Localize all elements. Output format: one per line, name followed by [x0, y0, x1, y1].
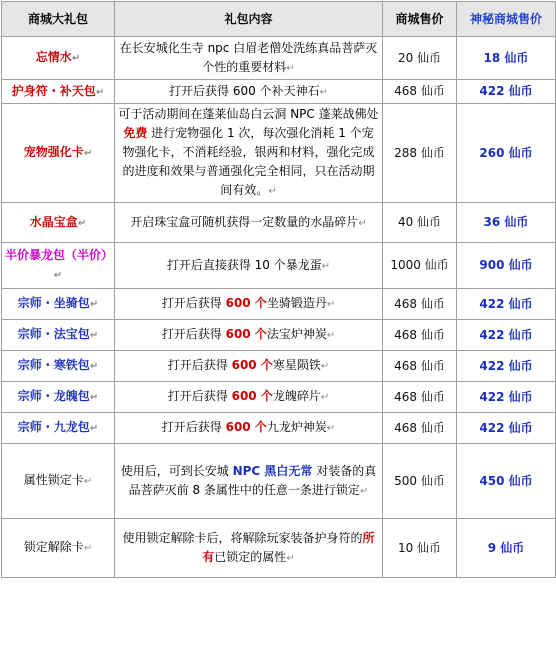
table-row: [2, 37, 556, 80]
description-text: 可于活动期间在蓬莱仙岛白云洞 NPC 蓬莱战佛处: [118, 107, 379, 121]
table-row: [2, 444, 556, 519]
paragraph-mark-icon: ↵: [77, 217, 87, 229]
paragraph-mark-icon: ↵: [83, 476, 93, 487]
pack-name-cell: [2, 203, 115, 243]
paragraph-mark-icon: ↵: [321, 260, 331, 272]
description-text: 寒星陨铁: [272, 358, 321, 372]
pack-name: 宗师・龙魄包: [17, 389, 90, 403]
paragraph-mark-icon: ↵: [83, 148, 93, 159]
header-pack-content: 礼包内容: [115, 2, 383, 37]
highlight-text: 600 个: [225, 296, 267, 310]
description-text: 打开后直接获得 10 个暴龙蛋: [166, 257, 322, 272]
paragraph-mark-icon: ↵: [286, 62, 295, 74]
paragraph-mark-icon: ↵: [53, 270, 63, 281]
description-text: 打开后获得: [161, 420, 226, 434]
highlight-text: 600 个: [225, 420, 267, 434]
mall-price-cell: 500 仙币: [383, 444, 457, 519]
mall-price-cell: 468 仙币: [383, 80, 457, 104]
pack-description-cell: [115, 382, 383, 413]
pack-description-cell: [115, 444, 383, 519]
description-text: 已锁定的属性: [214, 549, 287, 564]
description-text: 在长安城化生寺 npc 白眉老僧处洗练真品菩萨灭个性的重要材料: [119, 40, 378, 74]
pack-name-cell: [2, 320, 115, 351]
table-row: [2, 351, 556, 382]
gift-pack-table: [1, 1, 556, 578]
pack-name-cell: [2, 413, 115, 444]
pack-name: 属性锁定卡: [23, 473, 84, 487]
table-row: [2, 243, 556, 289]
description-text: 法宝炉神炭: [266, 327, 327, 341]
pack-name-cell: [2, 80, 115, 104]
mall-price-cell: 40 仙币: [383, 203, 457, 243]
description-text: 打开后获得: [167, 389, 232, 403]
pack-name-cell: [2, 37, 115, 80]
table-row: [2, 382, 556, 413]
description-text: 龙魄碎片: [272, 389, 321, 403]
description-text: 打开后获得: [167, 358, 232, 372]
mystery-price-cell: 422 仙币: [457, 382, 556, 413]
highlight-text: 免费: [123, 126, 148, 140]
description-text: 打开后获得 600 个补天神石: [169, 83, 320, 98]
pack-name: 宠物强化卡: [23, 145, 84, 159]
paragraph-mark-icon: ↵: [320, 392, 330, 403]
pack-name-cell: [2, 519, 115, 578]
description-text: 进行宠物强化 1 次，每次强化消耗 1 个宠物强化卡，不消耗经验，银两和材料，强化完成的进度和效果与普通强化完全相同，只在活动期间有效。: [122, 126, 375, 197]
pack-name-cell: [2, 104, 115, 203]
mall-price-cell: 468 仙币: [383, 351, 457, 382]
table-row: [2, 289, 556, 320]
paragraph-mark-icon: ↵: [286, 552, 295, 564]
pack-name: 宗师・寒铁包: [17, 358, 90, 372]
paragraph-mark-icon: ↵: [268, 186, 277, 197]
paragraph-mark-icon: ↵: [89, 392, 99, 403]
header-mystery-price: 神秘商城售价: [457, 2, 556, 37]
paragraph-mark-icon: ↵: [359, 485, 369, 497]
description-text: NPC 黑白无常: [232, 463, 313, 478]
pack-name: 宗师・坐骑包: [17, 296, 90, 310]
pack-description-cell: [115, 80, 383, 104]
mystery-price-cell: 422 仙币: [457, 413, 556, 444]
pack-name: 水晶宝盒: [29, 214, 78, 229]
paragraph-mark-icon: ↵: [89, 299, 99, 310]
table-row: [2, 413, 556, 444]
highlight-text: 600 个: [231, 358, 273, 372]
pack-description-cell: [115, 320, 383, 351]
pack-name-cell: [2, 382, 115, 413]
mall-price-cell: 468 仙币: [383, 413, 457, 444]
description-text: 打开后获得: [161, 327, 226, 341]
paragraph-mark-icon: ↵: [320, 361, 330, 372]
header-row: [2, 2, 556, 37]
paragraph-mark-icon: ↵: [95, 86, 105, 98]
mall-price-cell: 20 仙币: [383, 37, 457, 80]
description-text: 使用后，可到长安城: [120, 463, 233, 478]
paragraph-mark-icon: ↵: [89, 330, 99, 341]
pack-description-cell: [115, 243, 383, 289]
pack-description-cell: [115, 37, 383, 80]
pack-name: 护身符・补天包: [11, 83, 96, 98]
highlight-text: 600 个: [231, 389, 273, 403]
mystery-price-cell: 260 仙币: [457, 104, 556, 203]
mall-price-cell: 468 仙币: [383, 382, 457, 413]
pack-description-cell: [115, 351, 383, 382]
description-text: 坐骑锻造丹: [266, 296, 327, 310]
paragraph-mark-icon: ↵: [71, 53, 81, 64]
highlight-text: 所有: [202, 530, 375, 564]
paragraph-mark-icon: ↵: [358, 217, 367, 229]
pack-name: 宗师・九龙包: [17, 420, 90, 434]
pack-description-cell: [115, 104, 383, 203]
mall-price-cell: 468 仙币: [383, 289, 457, 320]
pack-name-cell: [2, 444, 115, 519]
description-text: 使用锁定解除卡后，将解除玩家装备护身符的: [122, 530, 363, 545]
table-row: [2, 80, 556, 104]
header-pack-name: 商城大礼包: [2, 2, 115, 37]
paragraph-mark-icon: ↵: [326, 299, 336, 310]
highlight-text: 600 个: [225, 327, 267, 341]
paragraph-mark-icon: ↵: [89, 361, 99, 372]
mystery-price-cell: 900 仙币: [457, 243, 556, 289]
pack-name-cell: [2, 351, 115, 382]
mystery-price-cell: 422 仙币: [457, 351, 556, 382]
table-row: [2, 320, 556, 351]
pack-description-cell: [115, 519, 383, 578]
description-text: 开启珠宝盒可随机获得一定数量的水晶碎片: [130, 214, 359, 229]
table-row: [2, 104, 556, 203]
description-text: 打开后获得: [161, 296, 226, 310]
table-row: [2, 519, 556, 578]
mystery-price-cell: 422 仙币: [457, 80, 556, 104]
pack-name: 宗师・法宝包: [17, 327, 90, 341]
mystery-price-cell: 9 仙币: [457, 519, 556, 578]
pack-description-cell: [115, 289, 383, 320]
description-text: 九龙炉神炭: [266, 420, 327, 434]
table-row: [2, 203, 556, 243]
header-mall-price: 商城售价: [383, 2, 457, 37]
mystery-price-cell: 18 仙币: [457, 37, 556, 80]
pack-name-cell: [2, 289, 115, 320]
pack-name: 忘情水: [35, 50, 72, 64]
pack-name-cell: [2, 243, 115, 289]
paragraph-mark-icon: ↵: [83, 543, 93, 554]
pack-description-cell: [115, 413, 383, 444]
paragraph-mark-icon: ↵: [319, 86, 328, 98]
mystery-price-cell: 450 仙币: [457, 444, 556, 519]
mystery-price-cell: 36 仙币: [457, 203, 556, 243]
mall-price-cell: 10 仙币: [383, 519, 457, 578]
mystery-price-cell: 422 仙币: [457, 289, 556, 320]
mall-price-cell: 468 仙币: [383, 320, 457, 351]
paragraph-mark-icon: ↵: [326, 423, 336, 434]
pack-name: 锁定解除卡: [23, 540, 84, 554]
mystery-price-cell: 422 仙币: [457, 320, 556, 351]
mall-price-cell: 1000 仙币: [383, 243, 457, 289]
paragraph-mark-icon: ↵: [326, 330, 336, 341]
pack-description-cell: [115, 203, 383, 243]
pack-name: 半价暴龙包（半价）: [5, 248, 114, 262]
description-text: 对装备的真品菩萨灭前 8 条属性中的任意一条进行锁定: [128, 463, 377, 497]
mall-price-cell: 288 仙币: [383, 104, 457, 203]
paragraph-mark-icon: ↵: [89, 423, 99, 434]
